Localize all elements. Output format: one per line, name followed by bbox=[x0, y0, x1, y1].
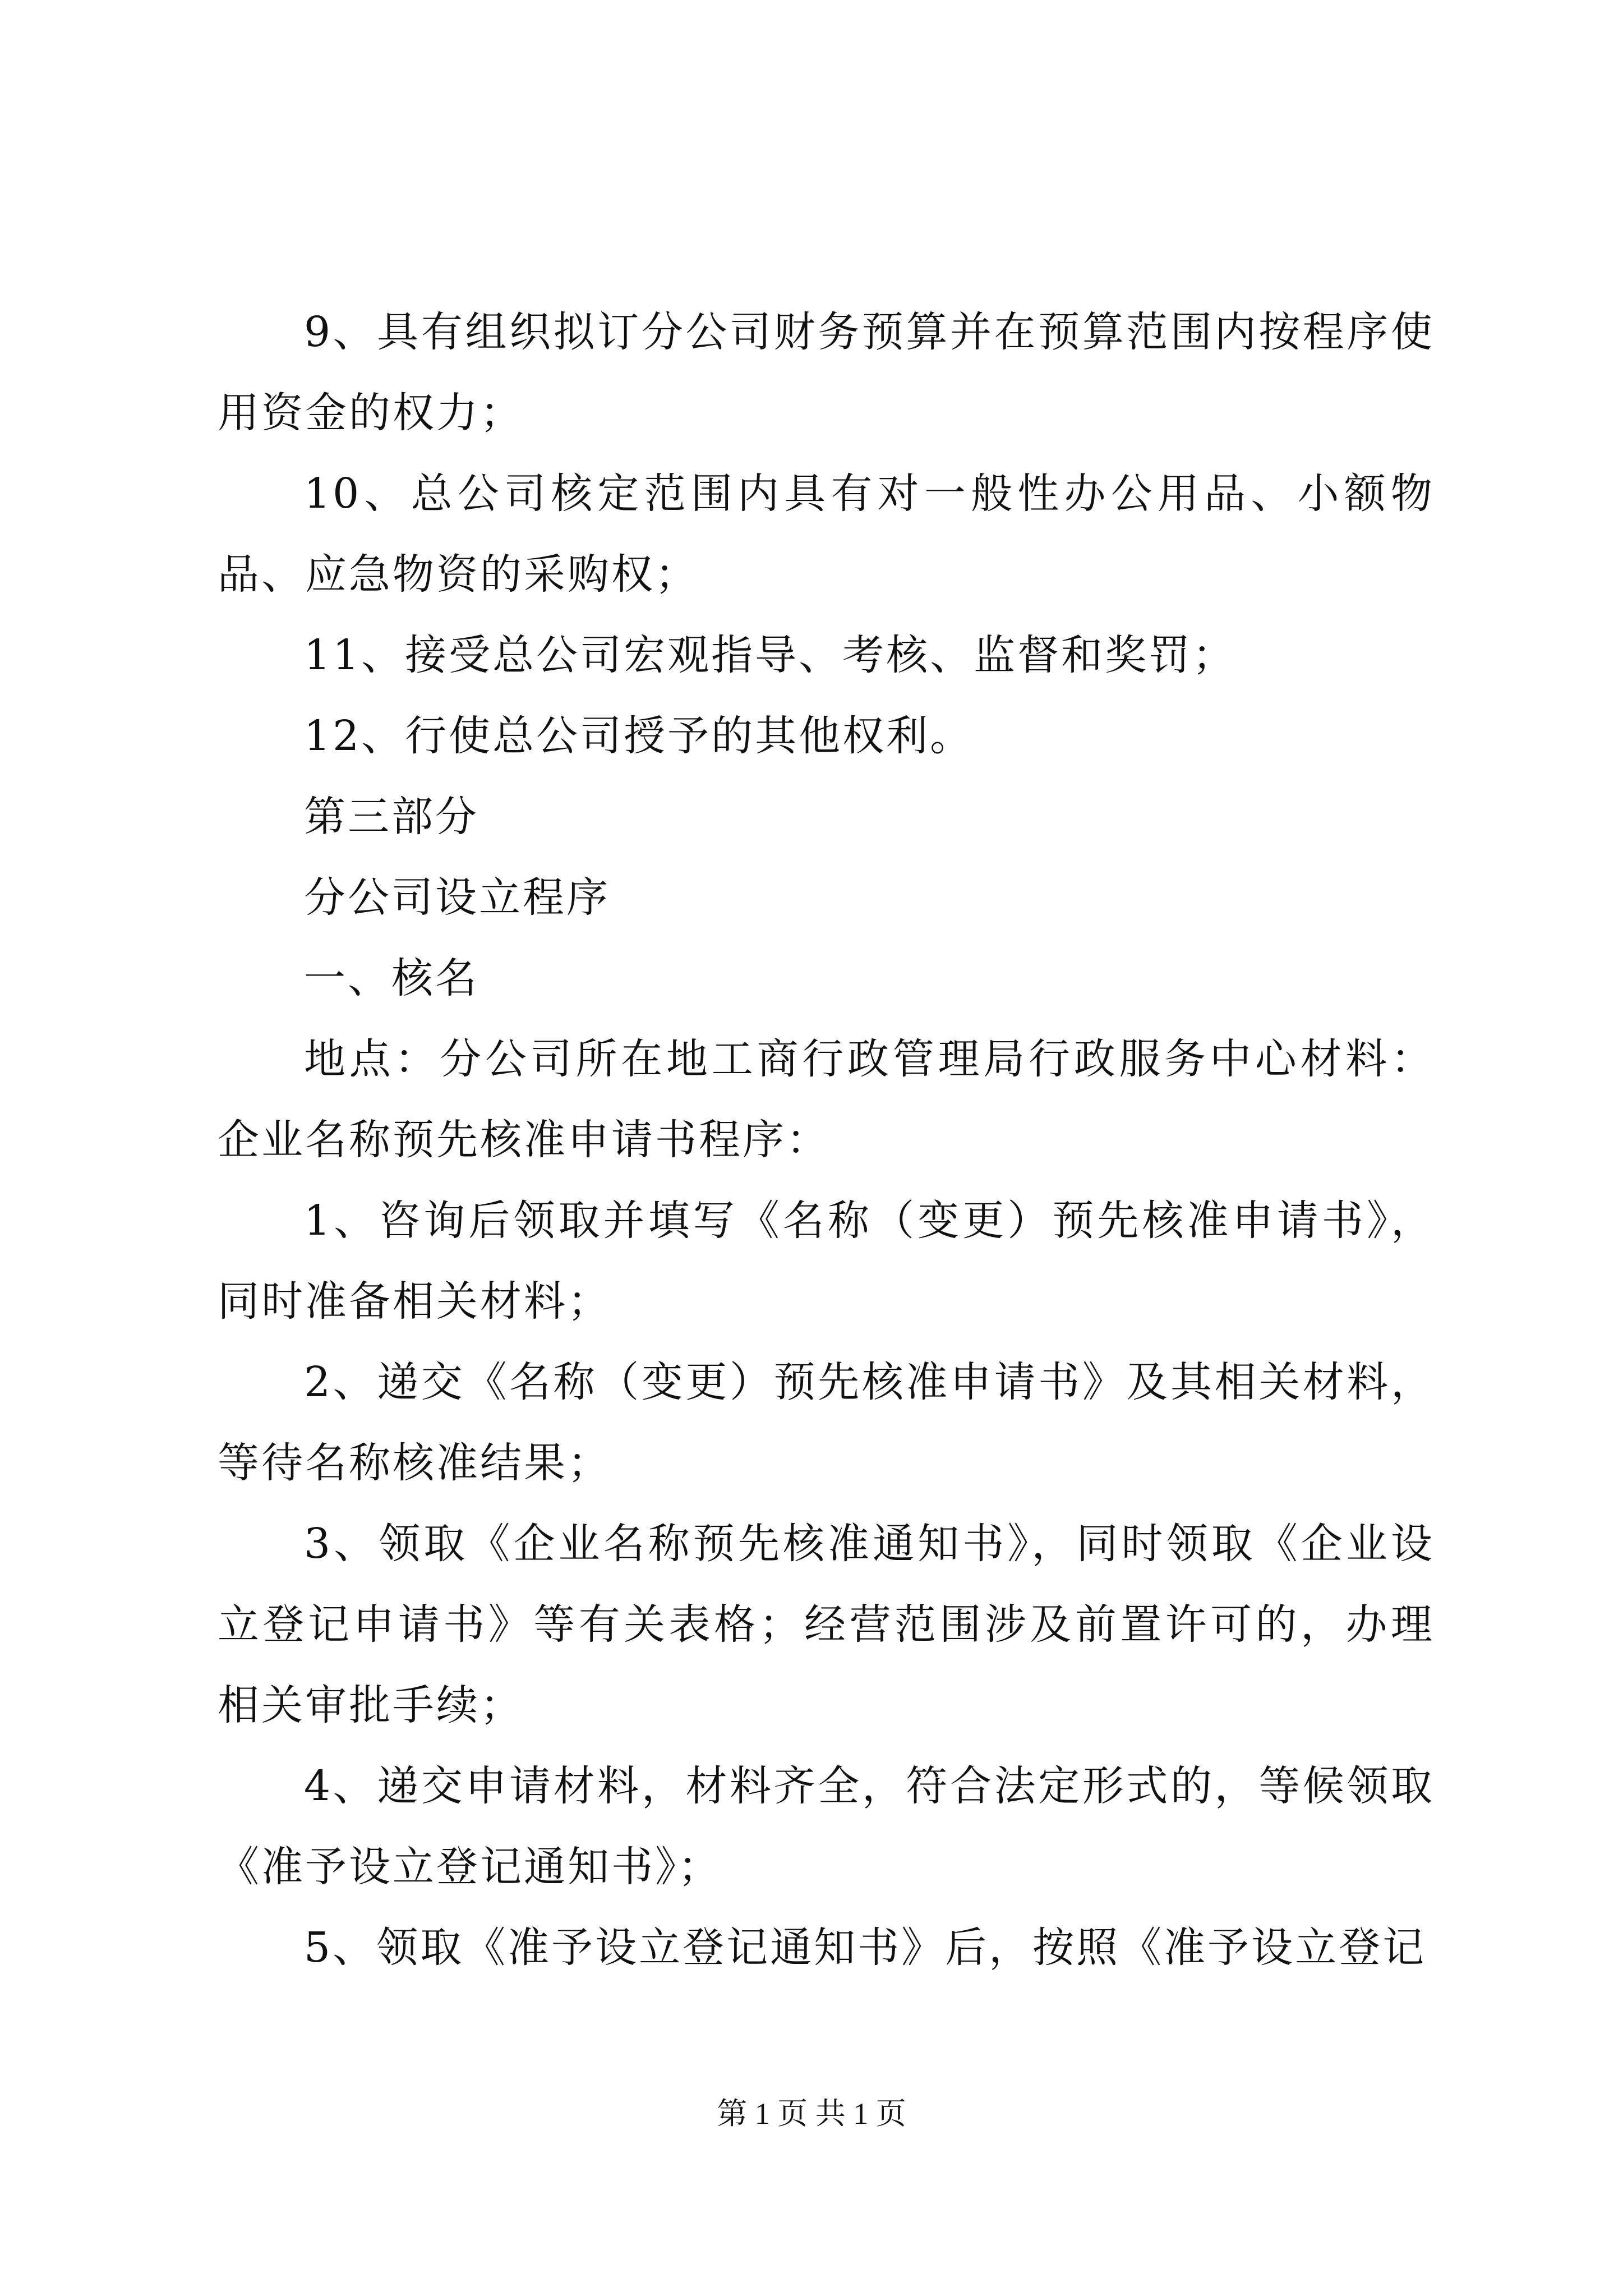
procedure-step-3: 3、领取《企业名称预先核准通知书》，同时领取《企业设立登记申请书》等有关表格；经营范围涉及前置许可的，办理相关审批手续； bbox=[218, 1520, 1435, 1729]
paragraph-item-9: 9、具有组织拟订分公司财务预算并在预算范围内按程序使用资金的权力； bbox=[218, 308, 1435, 437]
procedure-step-5: 5、领取《准予设立登记通知书》后，按照《准予设立登记 bbox=[304, 1924, 1427, 1972]
paragraph-item-10: 10、总公司核定范围内具有对一般性办公用品、小额物品、应急物资的采购权； bbox=[218, 470, 1435, 599]
section-heading: 第三部分 bbox=[304, 793, 479, 841]
section-title: 分公司设立程序 bbox=[304, 873, 610, 922]
document-body bbox=[218, 292, 1435, 1988]
paragraph-item-11: 11、接受总公司宏观指导、考核、监督和奖罚； bbox=[304, 631, 1237, 679]
subsection-heading: 一、核名 bbox=[304, 954, 479, 1002]
procedure-step-2: 2、递交《名称（变更）预先核准申请书》及其相关材料，等待名称核准结果； bbox=[218, 1358, 1435, 1487]
location-materials-paragraph: 地点：分公司所在地工商行政管理局行政服务中心材料：企业名称预先核准申请书程序： bbox=[218, 1035, 1435, 1164]
paragraph-item-12: 12、行使总公司授予的其他权利。 bbox=[304, 712, 974, 760]
page-number-footer: 第 1 页 共 1 页 bbox=[717, 2097, 906, 2131]
procedure-step-4: 4、递交申请材料，材料齐全，符合法定形式的，等候领取《准予设立登记通知书》； bbox=[218, 1762, 1435, 1891]
procedure-step-1: 1、咨询后领取并填写《名称（变更）预先核准申请书》，同时准备相关材料； bbox=[218, 1197, 1435, 1326]
